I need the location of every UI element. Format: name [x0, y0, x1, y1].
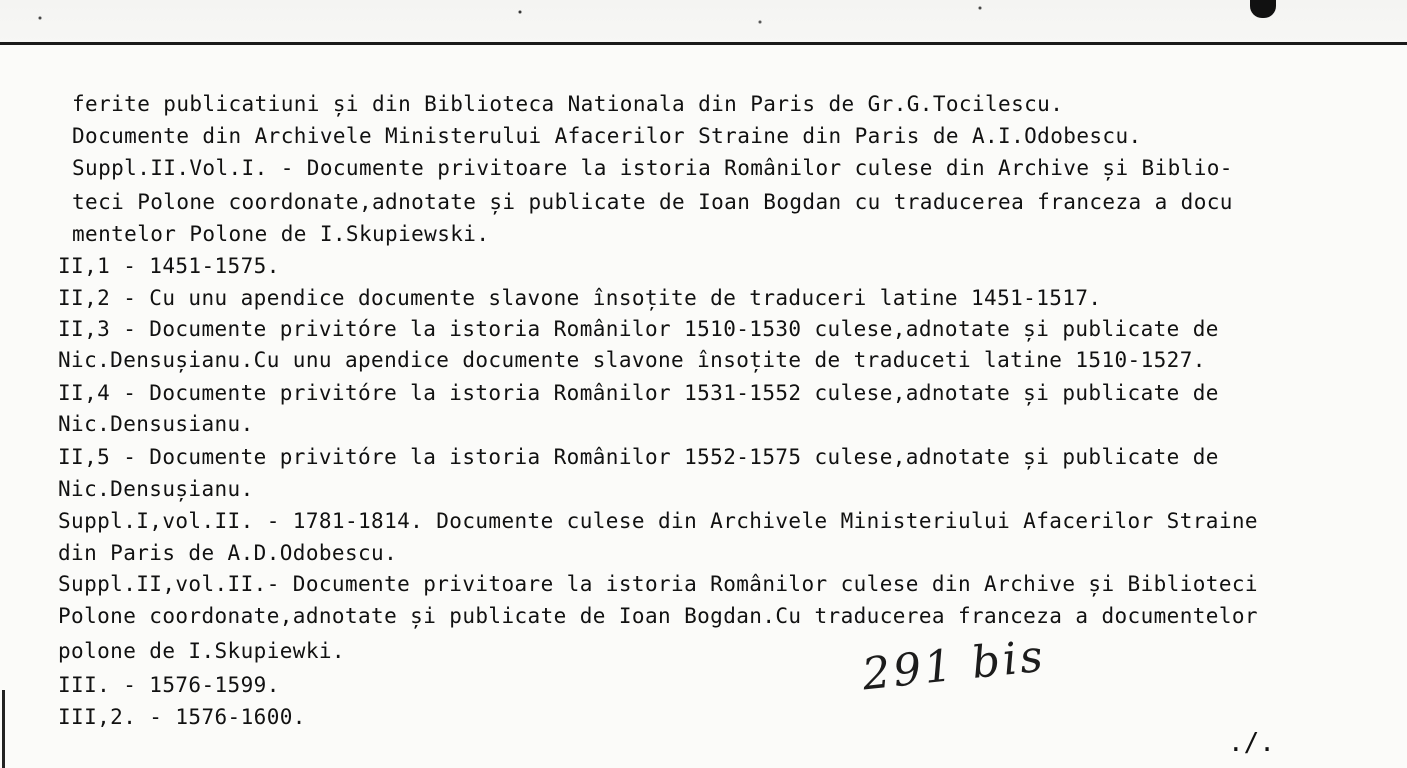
- text-line-11: Nic.Densusianu.: [58, 412, 254, 436]
- text-line-14: Suppl.I,vol.II. - 1781-1814. Documente culese din Archivele Ministeriului Afacerilor Straine: [58, 509, 1258, 533]
- text-line-4: teci Polone coordonate,adnotate și publicate de Ioan Bogdan cu traducerea franceza a docu: [72, 190, 1233, 214]
- text-line-15: din Paris de A.D.Odobescu.: [58, 541, 398, 565]
- page-edge-mark: [2, 690, 5, 768]
- text-line-12: II,5 - Documente privitóre la istoria Românilor 1552-1575 culese,adnotate și publicate de: [58, 445, 1219, 469]
- text-line-9: Nic.Densușianu.Cu unu apendice documente slavone însoțite de traduceti latine 1510-1527.: [58, 348, 1206, 372]
- text-line-20: III,2. - 1576-1600.: [58, 705, 306, 729]
- handwritten-page-number: 291 bis: [859, 630, 1048, 701]
- text-line-19: III. - 1576-1599.: [58, 673, 280, 697]
- text-line-5: mentelor Polone de I.Skupiewski.: [72, 222, 490, 246]
- text-line-18: polone de I.Skupiewki.: [58, 639, 345, 663]
- header-rule: [0, 42, 1407, 45]
- continuation-mark: ./.: [1228, 728, 1275, 758]
- text-line-2: Documente din Archivele Ministerului Afacerilor Straine din Paris de A.I.Odobescu.: [72, 124, 1142, 148]
- scan-header-noise: [0, 0, 1407, 44]
- text-line-7: II,2 - Cu unu apendice documente slavone însoțite de traduceri latine 1451-1517.: [58, 286, 1102, 310]
- text-line-17: Polone coordonate,adnotate și publicate de Ioan Bogdan.Cu traducerea franceza a documentelor: [58, 604, 1258, 628]
- text-line-3: Suppl.II.Vol.I. - Documente privitoare la istoria Românilor culese din Archive și Biblio-: [72, 156, 1233, 180]
- text-line-8: II,3 - Documente privitóre la istoria Românilor 1510-1530 culese,adnotate și publicate de: [58, 317, 1219, 341]
- text-line-6: II,1 - 1451-1575.: [58, 254, 280, 278]
- text-line-13: Nic.Densușianu.: [58, 477, 254, 501]
- text-line-16: Suppl.II,vol.II.- Documente privitoare la istoria Românilor culese din Archive și Biblioteci: [58, 572, 1258, 596]
- text-line-1: ferite publicatiuni și din Biblioteca Nationala din Paris de Gr.G.Tocilescu.: [72, 92, 1064, 116]
- text-line-10: II,4 - Documente privitóre la istoria Românilor 1531-1552 culese,adnotate și publicate de: [58, 381, 1219, 405]
